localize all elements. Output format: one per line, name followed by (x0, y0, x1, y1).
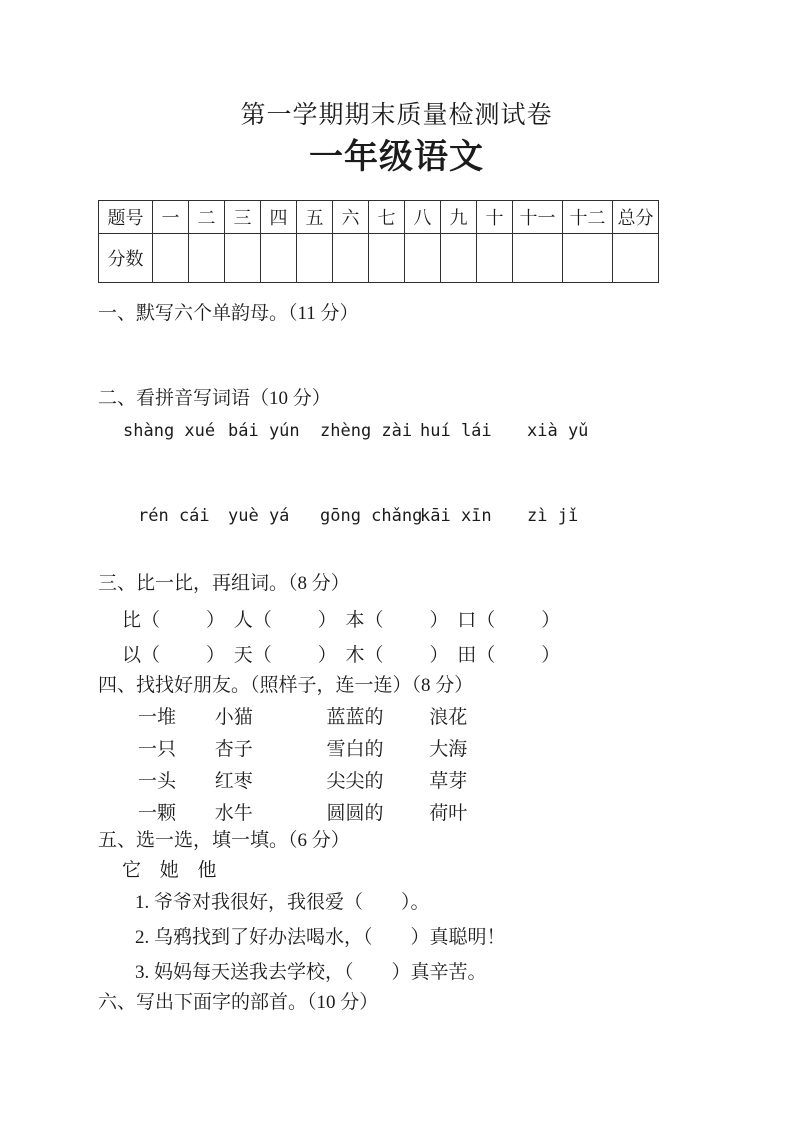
match-noun: 大海 (429, 739, 468, 760)
pronoun-option: 它 (122, 860, 142, 881)
word-formation-row-2 (122, 642, 683, 669)
match-measure-word: 一颗 (138, 803, 177, 824)
pinyin-word: zì jǐ (527, 506, 579, 526)
matching-row (98, 736, 683, 763)
match-noun: 水牛 (214, 803, 253, 824)
score-table (98, 200, 659, 283)
pinyin-row-2 (98, 504, 683, 528)
close-paren: ） (317, 610, 337, 631)
section-1-heading: 一、默写六个单韵母。（11 分） (98, 303, 359, 324)
question-col: 八 (405, 201, 441, 234)
match-adjective: 雪白的 (326, 739, 384, 760)
pinyin-row-1 (98, 419, 683, 443)
score-cell-empty (613, 234, 659, 283)
question-col: 十一 (513, 201, 563, 234)
match-adjective: 圆圆的 (326, 803, 384, 824)
close-paren: ） (429, 610, 449, 631)
close-paren: ） (541, 645, 561, 666)
question-col: 十 (477, 201, 513, 234)
pronoun-option: 她 (159, 860, 179, 881)
match-noun: 小猫 (214, 707, 253, 728)
pinyin-word: yuè yá (228, 506, 290, 526)
score-cell-empty (225, 234, 261, 283)
question-col: 五 (297, 201, 333, 234)
open-paren: （ (476, 610, 496, 631)
score-cell-empty (333, 234, 369, 283)
pinyin-word: shàng xué (123, 421, 216, 441)
character: 口 (457, 610, 477, 631)
match-adjective: 蓝蓝的 (326, 707, 384, 728)
score-table-header-row (99, 201, 659, 234)
total-score-col: 总分 (613, 201, 659, 234)
question-number-label: 题号 (99, 201, 153, 234)
score-cell-empty (369, 234, 405, 283)
close-paren: ） (206, 645, 226, 666)
close-paren: ） (541, 610, 561, 631)
score-cell-empty (405, 234, 441, 283)
score-cell-empty (563, 234, 613, 283)
page-title: 第一学期期末质量检测试卷 (240, 102, 553, 129)
match-noun: 草芽 (429, 771, 468, 792)
score-cell-empty (153, 234, 189, 283)
match-noun: 杏子 (214, 739, 253, 760)
pinyin-word: zhèng zài (320, 421, 413, 441)
character: 人 (233, 610, 253, 631)
score-cell-empty (261, 234, 297, 283)
fill-in-item: 3. 妈妈每天送我去学校，（ ）真辛苦。 (135, 962, 487, 983)
score-cell-empty (477, 234, 513, 283)
pinyin-word: xià yǔ (527, 421, 589, 441)
section-6-heading: 六、写出下面字的部首。（10 分） (98, 992, 379, 1013)
word-blank-group (346, 607, 453, 634)
question-col: 二 (189, 201, 225, 234)
match-noun: 荷叶 (429, 803, 468, 824)
character: 天 (233, 645, 253, 666)
pinyin-word: huí lái (420, 421, 492, 441)
word-blank-group (122, 607, 229, 634)
pinyin-word: rén cái (138, 506, 210, 526)
question-col: 四 (261, 201, 297, 234)
word-formation-row-1 (122, 607, 683, 634)
word-blank-group (122, 642, 229, 669)
character: 木 (345, 645, 365, 666)
section-5-heading: 五、选一选，填一填。（6 分） (98, 830, 350, 851)
section-4-heading: 四、找找好朋友。（照样子，连一连）（8 分） (98, 675, 474, 696)
pinyin-word: gōng chǎng (320, 506, 423, 526)
word-blank-group (234, 607, 341, 634)
character: 田 (457, 645, 477, 666)
score-cell-empty (441, 234, 477, 283)
close-paren: ） (317, 645, 337, 666)
pronoun-option: 他 (197, 860, 217, 881)
matching-row (98, 704, 683, 731)
open-paren: （ (252, 645, 272, 666)
pinyin-word: bái yún (228, 421, 300, 441)
open-paren: （ (476, 645, 496, 666)
question-col: 十二 (563, 201, 613, 234)
score-table-score-row (99, 234, 659, 283)
open-paren: （ (364, 610, 384, 631)
word-blank-group (234, 642, 341, 669)
score-label: 分数 (99, 234, 153, 283)
word-blank-group (346, 642, 453, 669)
match-measure-word: 一只 (138, 739, 177, 760)
match-noun: 红枣 (214, 771, 253, 792)
match-measure-word: 一堆 (138, 707, 177, 728)
question-col: 九 (441, 201, 477, 234)
question-col: 一 (153, 201, 189, 234)
character: 以 (122, 645, 142, 666)
close-paren: ） (206, 610, 226, 631)
close-paren: ） (429, 645, 449, 666)
section-2-heading: 二、看拼音写词语（10 分） (98, 388, 331, 409)
score-cell-empty (297, 234, 333, 283)
open-paren: （ (141, 610, 161, 631)
exam-body (98, 300, 683, 1016)
open-paren: （ (252, 610, 272, 631)
character: 本 (345, 610, 365, 631)
section-3-heading: 三、比一比，再组词。（8 分） (98, 573, 350, 594)
word-blank-group (457, 642, 564, 669)
match-adjective: 尖尖的 (326, 771, 384, 792)
question-col: 六 (333, 201, 369, 234)
fill-in-item: 2. 乌鸦找到了好办法喝水，（ ）真聪明！ (135, 927, 506, 948)
score-cell-empty (513, 234, 563, 283)
match-measure-word: 一头 (138, 771, 177, 792)
matching-row (98, 768, 683, 795)
matching-row (98, 800, 683, 827)
question-col: 七 (369, 201, 405, 234)
open-paren: （ (141, 645, 161, 666)
page-subtitle: 一年级语文 (309, 138, 484, 176)
pinyin-word: kāi xīn (420, 506, 492, 526)
question-col: 三 (225, 201, 261, 234)
open-paren: （ (364, 645, 384, 666)
fill-in-item: 1. 爷爷对我很好，我很爱（ ）。 (135, 892, 430, 913)
pronoun-options (122, 857, 683, 884)
word-blank-group (457, 607, 564, 634)
score-cell-empty (189, 234, 225, 283)
character: 比 (122, 610, 142, 631)
match-noun: 浪花 (429, 707, 468, 728)
